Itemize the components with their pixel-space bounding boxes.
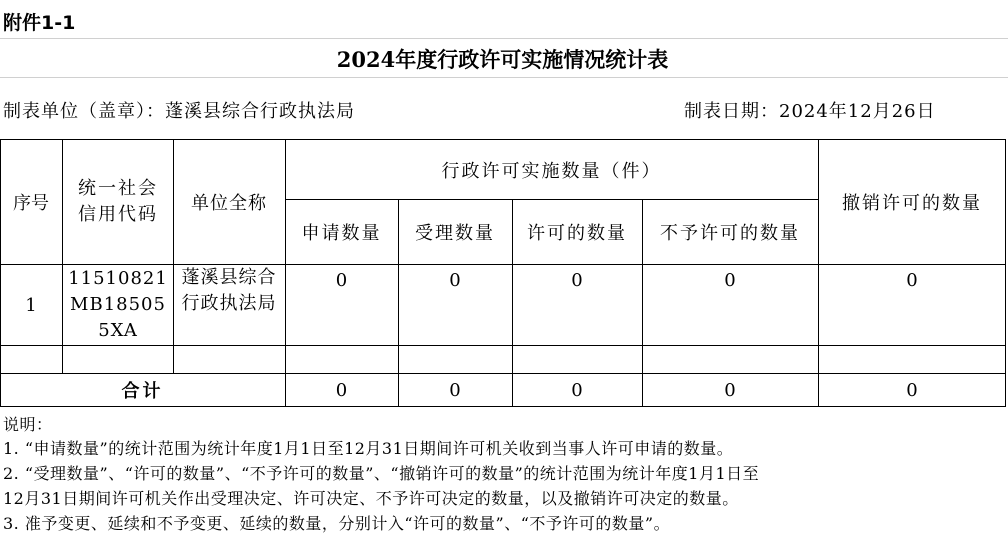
- cell-revoked: 0: [906, 270, 918, 291]
- page-rule: [0, 77, 1008, 78]
- cell-accepted: 0: [449, 270, 461, 291]
- header-accepted: 受理数量: [415, 223, 495, 244]
- cell-not-permitted: 0: [724, 270, 736, 291]
- date-label: 制表日期：2024年12月26日: [684, 101, 936, 122]
- header-unit-name: 单位全称: [191, 193, 267, 214]
- header-permit-group: 行政许可实施数量（件）: [441, 160, 662, 182]
- attachment-label: 附件1-1: [3, 12, 76, 34]
- total-revoked: 0: [906, 379, 918, 401]
- total-permitted: 0: [571, 379, 583, 401]
- cell-applications: 0: [335, 270, 348, 291]
- header-permitted: 许可的数量: [527, 223, 627, 244]
- note-line: 3. 准予变更、延续和不予变更、延续的数量，分别计入“许可的数量”、“不予许可的数量”。: [3, 514, 671, 533]
- total-not-permitted: 0: [724, 379, 736, 401]
- cell-credit-code: 11510821MB185055XA: [68, 268, 168, 341]
- table-border-bottom: [0, 406, 1006, 407]
- row-divider: [0, 345, 1006, 346]
- total-label: 合计: [121, 381, 164, 402]
- header-not-permitted: 不予许可的数量: [660, 223, 800, 244]
- cell-seq: 1: [25, 294, 37, 316]
- header-seq: 序号: [13, 193, 49, 214]
- note-line: 1. “申请数量”的统计范围为统计年度1月1日至12月31日期间许可机关收到当事人许可申请的数量。: [3, 439, 734, 458]
- cell-unit-name: 蓬溪县综合行政执法局: [181, 267, 277, 314]
- page-title: 2024年度行政许可实施情况统计表: [336, 47, 669, 72]
- header-credit-code: 统一社会信用代码: [78, 178, 158, 225]
- note-line: 12月31日期间许可机关作出受理决定、许可决定、不予许可决定的数量，以及撤销许可决定的数量。: [3, 489, 739, 508]
- page-rule: [0, 38, 1008, 39]
- header-revoked: 撤销许可的数量: [842, 193, 982, 214]
- col-divider: [62, 139, 63, 373]
- cell-permitted: 0: [571, 270, 583, 291]
- notes-heading: 说明：: [3, 415, 53, 434]
- total-applications: 0: [335, 379, 348, 401]
- unit-label: 制表单位（盖章）：蓬溪县综合行政执法局: [3, 101, 355, 122]
- note-line: 2. “受理数量”、“许可的数量”、“不予许可的数量”、“撤销许可的数量”的统计范围为统计年度1月1日至: [3, 464, 760, 483]
- header-applications: 申请数量: [301, 223, 382, 244]
- total-accepted: 0: [449, 379, 461, 401]
